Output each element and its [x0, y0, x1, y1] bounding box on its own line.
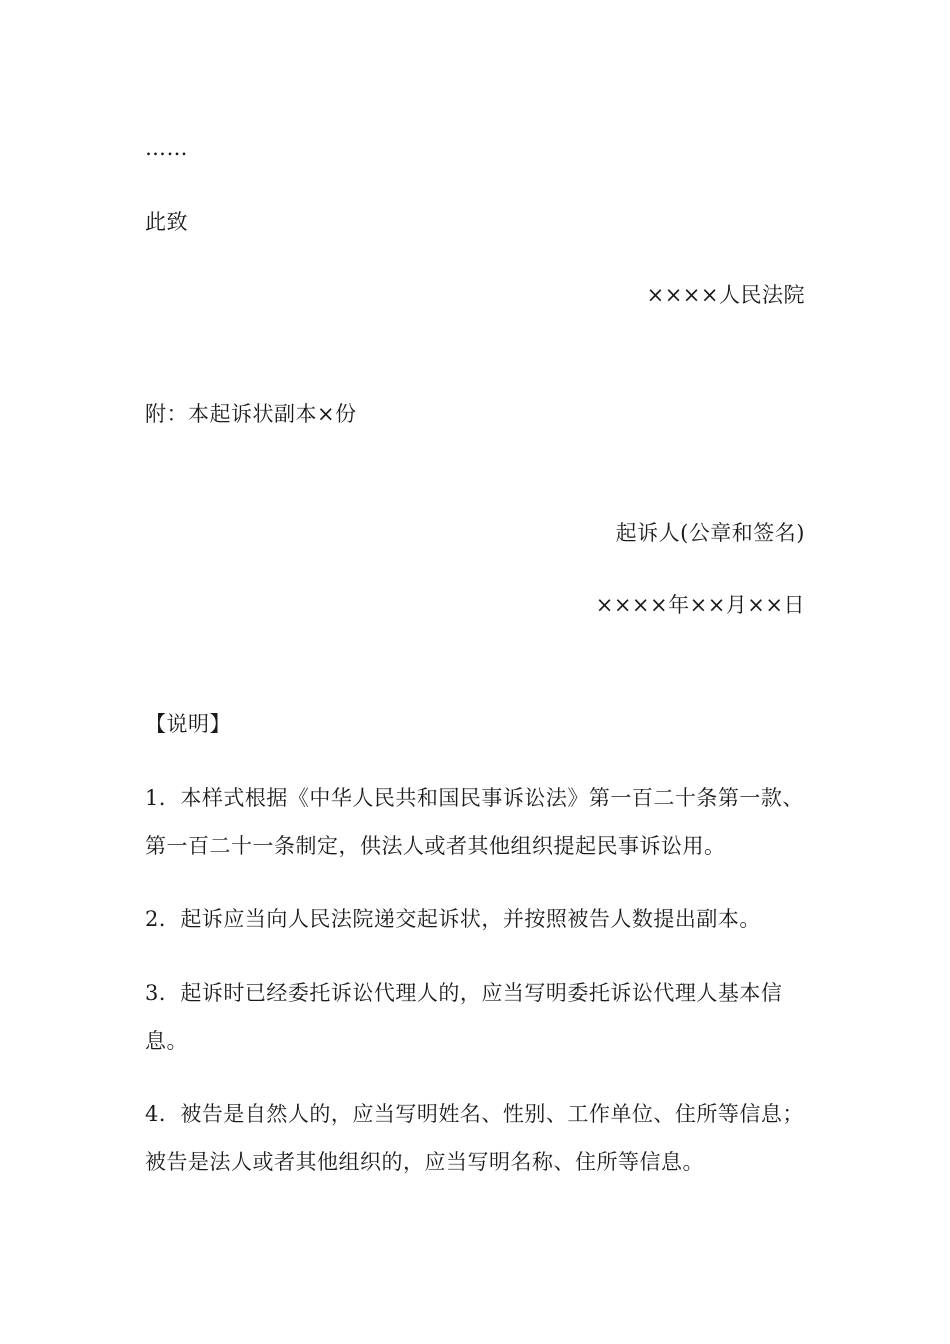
note-item-1-line-2: 第一百二十一条制定，供法人或者其他组织提起民事诉讼用。 [145, 834, 726, 858]
court-name: ××××人民法院 [646, 283, 805, 307]
signatory: 起诉人(公章和签名) [615, 521, 805, 545]
note-item-3-line-1: 3．起诉时已经委托诉讼代理人的，应当写明委托诉讼代理人基本信 [145, 981, 783, 1005]
attachment-note: 附：本起诉状副本×份 [145, 402, 357, 426]
note-item-1-line-1: 1．本样式根据《中华人民共和国民事诉讼法》第一百二十条第一款、 [145, 786, 804, 810]
note-item-4-line-2: 被告是法人或者其他组织的，应当写明名称、住所等信息。 [145, 1150, 704, 1174]
note-item-2: 2．起诉应当向人民法院递交起诉状，并按照被告人数提出副本。 [145, 907, 761, 931]
ellipsis: …… [145, 136, 188, 160]
note-item-4-line-1: 4．被告是自然人的，应当写明姓名、性别、工作单位、住所等信息； [145, 1102, 804, 1126]
date: ××××年××月××日 [595, 593, 805, 617]
notes-heading: 【说明】 [145, 712, 231, 736]
salutation: 此致 [145, 210, 188, 234]
note-item-3-line-2: 息。 [145, 1029, 188, 1053]
